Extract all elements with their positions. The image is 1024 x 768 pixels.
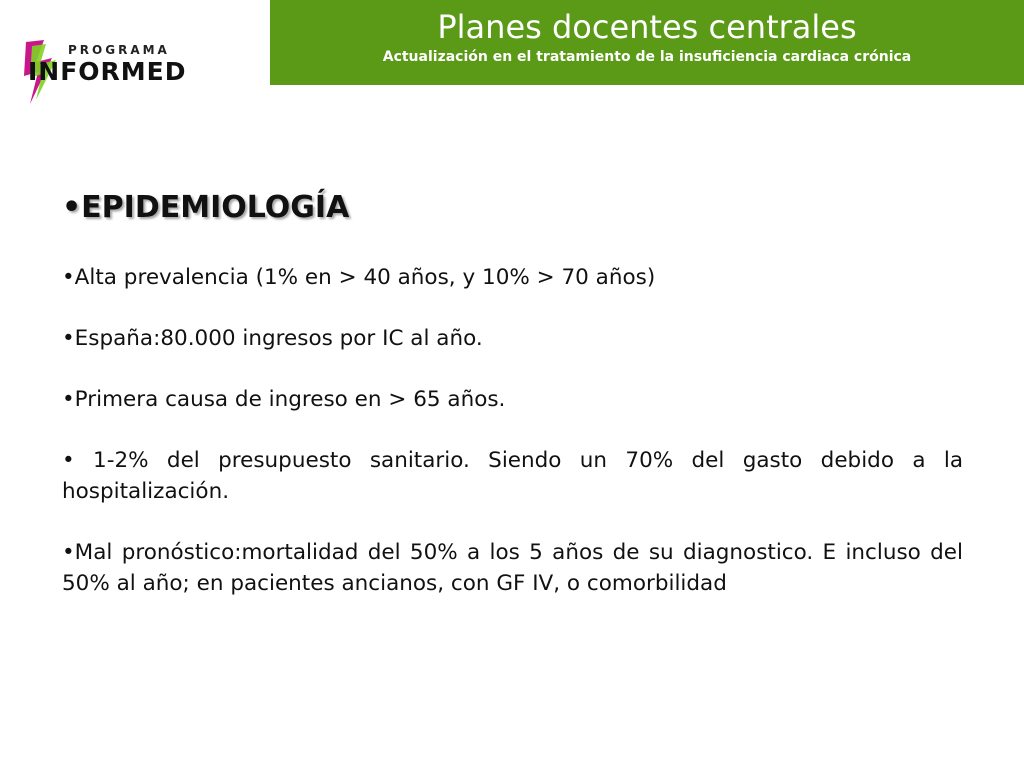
bullet-first-cause: •Primera causa de ingreso en > 65 años. [62,387,506,412]
bullet-list [62,262,963,599]
slide-content [62,188,963,629]
bullet-admissions-spain: •España:80.000 ingresos por IC al año. [62,326,483,351]
informed-logo [22,38,212,108]
informed-logo-graphic [22,38,212,108]
section-heading: •EPIDEMIOLOGÍA [62,190,350,225]
logo-line1: PROGRAMA [68,43,170,57]
header-subtitle: Actualización en el tratamiento de la insuficiencia cardiaca crónica [382,49,912,65]
bullet-budget: • 1-2% del presupuesto sanitario. Siendo un 70% del gasto debido a la hospitalización. [62,448,963,504]
header-band [270,0,1024,85]
bullet-prevalence: •Alta prevalencia (1% en > 40 años, y 10% > 70 años) [62,265,656,290]
header-title: Planes docentes centrales [437,8,857,46]
bullet-prognosis: •Mal pronóstico:mortalidad del 50% a los 5 años de su diagnostico. E incluso del 50% al año; en pacientes ancianos, con GF IV, o comorbilidad [62,540,963,596]
logo-line2: INFORMED [28,57,187,86]
